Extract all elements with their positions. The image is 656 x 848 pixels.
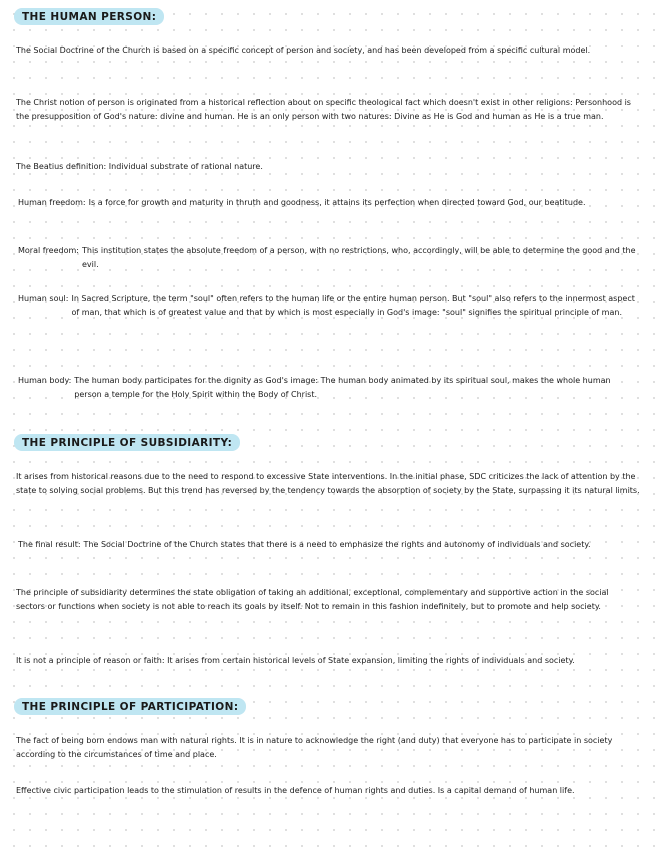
beatius-definition: The Beatius definition: Individual substrate of rational nature. — [16, 162, 263, 171]
term-definition: This institution states the absolute freedom of a person, with no restrictions, who, accordingly, will be able to determine the good and the evil. — [82, 246, 636, 270]
subsidiarity-origin-paragraph: It arises from historical reasons due to the need to respond to excessive State interventions. In the initial phase, SDC criticizes the lack of attention by the state to solving social problems. But this trend has reversed by the tendency towards the absorption of society by the State, surpassing it its natural limits. — [16, 472, 640, 496]
christ-notion-paragraph: The Christ notion of person is originated from a historical reflection about on specific theological fact which doesn't exist in other religions: Personhood is the presupposition of God's nature: divine and human. He is an only person with two natures: Divine as He is God and human as He is a true man. — [16, 98, 631, 122]
participation-rights-paragraph: The fact of being born endows man with natural rights. It is in nature to acknowledge the right (and duty) that everyone has to participate in society according to the circumstances of time and place. — [16, 736, 613, 760]
term-final-result — [18, 538, 638, 552]
term-definition: In Sacred Scripture, the term "soul" often refers to the human life or the entire human person. But "soul" also refers to the innermost aspect of man, that which is of greatest value and that by which is most especially in God's image: "soul" signifies the spiritual principle of man. — [71, 294, 635, 318]
term-label: Moral freedom: — [18, 246, 79, 255]
term-label: Human soul: — [18, 294, 69, 303]
term-human-soul — [18, 292, 638, 320]
term-definition: The Social Doctrine of the Church states that there is a need to emphasize the rights and autonomy of individuals and society. — [83, 540, 591, 549]
heading-subsidiarity: THE PRINCIPLE OF SUBSIDIARITY: — [14, 434, 240, 451]
subsidiarity-definition-paragraph: The principle of subsidiarity determines the state obligation of taking an additional, exceptional, complementary and supportive action in the social sectors or functions when society is not able to reach its goals by itself. Not to remain in this fashion indefinitely, but to promote and help society. — [16, 588, 609, 612]
term-label: The final result: — [18, 540, 81, 549]
term-label: Human body: — [18, 376, 72, 385]
heading-human-person: THE HUMAN PERSON: — [14, 8, 164, 25]
human-person-intro: The Social Doctrine of the Church is based on a specific concept of person and society, and has been developed from a specific cultural model. — [16, 46, 591, 55]
heading-participation: THE PRINCIPLE OF PARTICIPATION: — [14, 698, 246, 715]
term-human-freedom — [18, 196, 638, 210]
term-definition: Is a force for growth and maturity in thruth and goodness, it attains its perfection when directed toward God, our beatitude. — [88, 198, 586, 207]
term-moral-freedom — [18, 244, 638, 272]
term-label: Human freedom: — [18, 198, 86, 207]
participation-civic-paragraph: Effective civic participation leads to the stimulation of results in the defence of human rights and duties. Is a capital demand of human life. — [16, 786, 575, 795]
term-human-body — [18, 374, 638, 402]
subsidiarity-not-principle-paragraph: It is not a principle of reason or faith: It arises from certain historical levels of State expansion, limiting the rights of individuals and society. — [16, 656, 575, 665]
term-definition: The human body participates for the dignity as God's image: The human body animated by its spiritual soul, makes the whole human person a temple for the Holy Spirit within the Body of Christ. — [74, 376, 611, 400]
